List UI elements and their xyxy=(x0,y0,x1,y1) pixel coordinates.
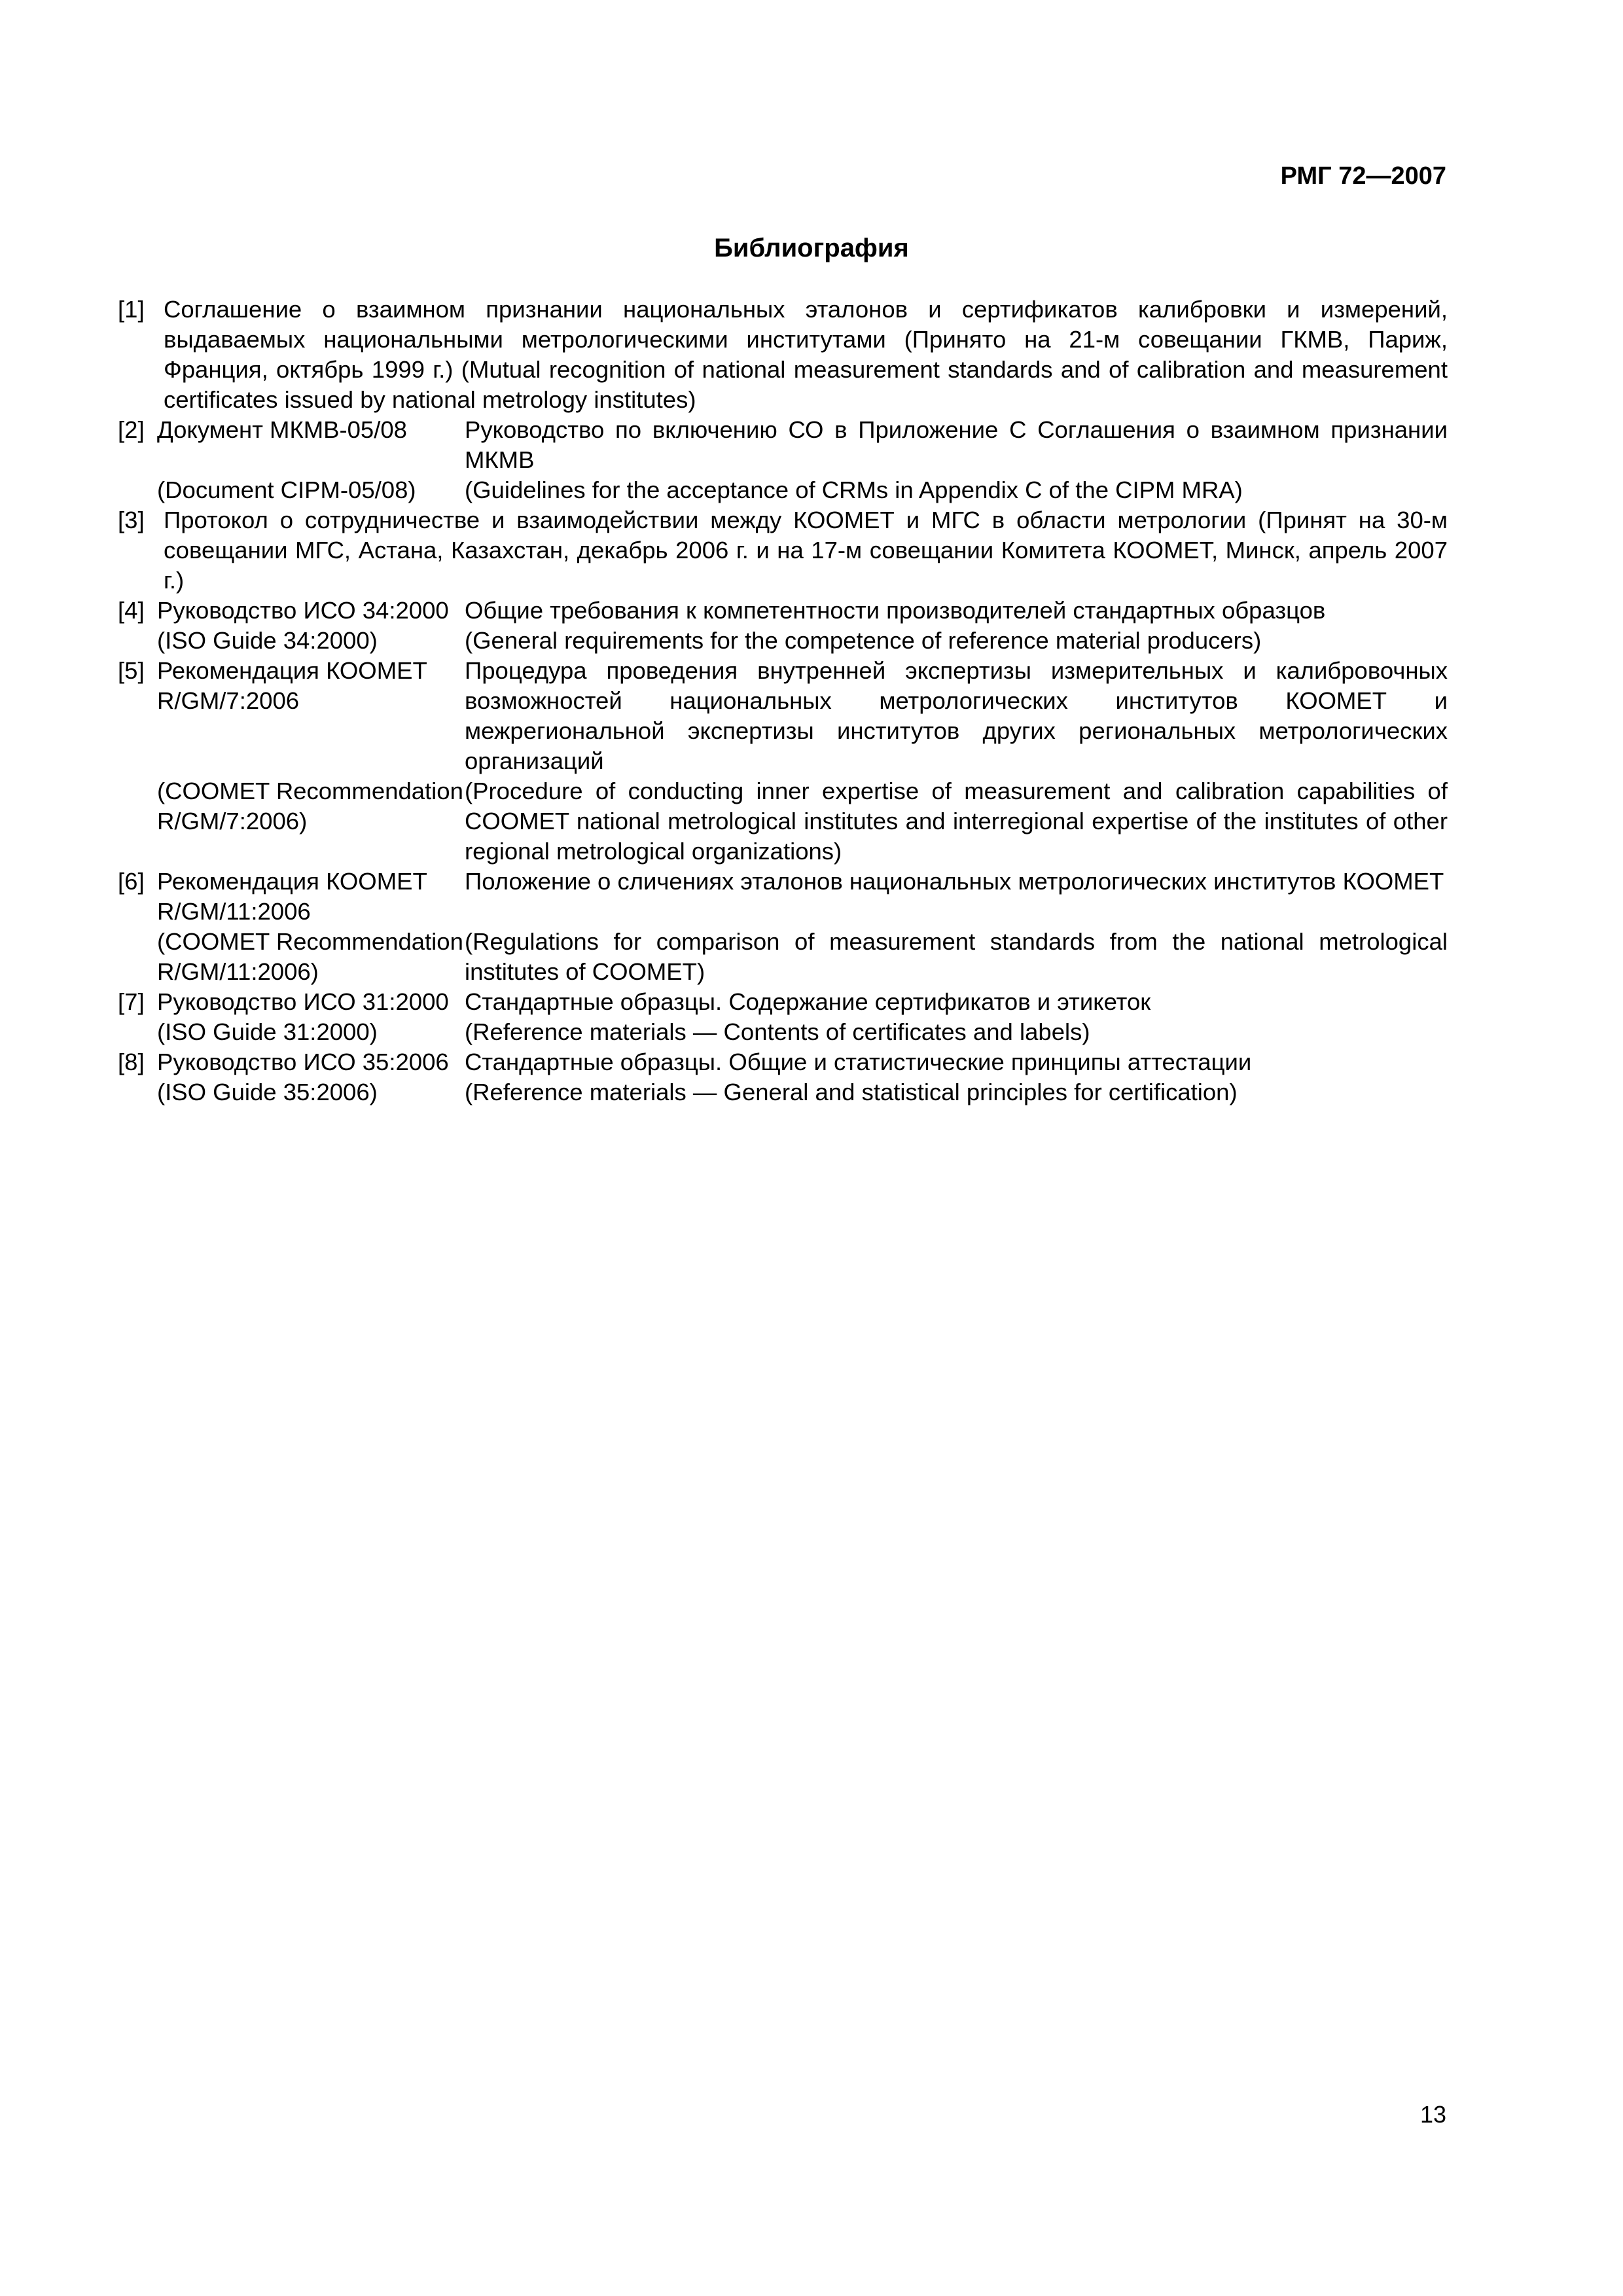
entry-document-title: Стандартные образцы. Содержание сертификатов и этикеток xyxy=(465,988,1151,1015)
bibliography-entry xyxy=(118,505,1448,596)
entry-document-id: Рекомендация КООМЕТ R/GM/7:2006 xyxy=(157,657,427,714)
entry-document-title-en: (Guidelines for the acceptance of CRMs in Appendix C of the CIPM MRA) xyxy=(465,476,1243,503)
entry-document-id: Руководство ИСО 31:2000 xyxy=(157,988,449,1015)
entry-row-ru xyxy=(118,656,1448,776)
entry-text: Протокол о сотрудничестве и взаимодействии между КООМЕТ и МГС в области метрологии (Принят на 30-м совещании МГС, Астана, Казахстан, декабрь 2006 г. и на 17-м совещании Комитета КООМЕТ, Минск, апрель 2007 г.) xyxy=(164,507,1448,594)
entry-row-en xyxy=(118,776,1448,867)
entry-number: [2] xyxy=(118,416,145,443)
entry-document-id: Руководство ИСО 34:2000 xyxy=(157,597,449,624)
bibliography-entry xyxy=(118,1047,1448,1107)
entry-row-ru xyxy=(118,1047,1448,1077)
entry-number: [6] xyxy=(118,868,145,895)
entry-document-title: Общие требования к компетентности производителей стандартных образцов xyxy=(465,597,1326,624)
entry-document-title-en: (Regulations for comparison of measurement standards from the national metrological institutes of COOMET) xyxy=(465,928,1448,985)
entry-row-ru xyxy=(118,987,1448,1017)
entry-document-id-en: (COOMET Recommendation R/GM/7:2006) xyxy=(157,778,463,834)
entry-number: [1] xyxy=(118,296,145,323)
entry-document-title: Стандартные образцы. Общие и статистические принципы аттестации xyxy=(465,1049,1252,1075)
entry-document-title: Положение о сличениях эталонов национальных метрологических институтов КООМЕТ xyxy=(465,868,1444,895)
entry-document-title-en: (Procedure of conducting inner expertise of measurement and calibration capabilities of COOMET national metrological institutes and interregional expertise of the institutes of other regional metrological organizations) xyxy=(465,778,1448,865)
bibliography-entry xyxy=(118,596,1448,656)
entry-document-id-en: (Document CIPM-05/08) xyxy=(157,476,416,503)
entry-number: [5] xyxy=(118,657,145,684)
entry-document-title-en: (Reference materials — General and statistical principles for certification) xyxy=(465,1079,1238,1105)
bibliography-entry xyxy=(118,656,1448,867)
entry-document-id: Рекомендация КООМЕТ R/GM/11:2006 xyxy=(157,868,427,925)
entry-text: Соглашение о взаимном признании национальных эталонов и сертификатов калибровки и измерений, выдаваемых национальными метрологическими институтами (Принято на 21-м совещании ГКМВ, Париж, Франция, октябрь 1999 г.) (Mutual recognition of national measurement standards and of calibration and measurement certificates issued by national metrology institutes) xyxy=(164,296,1448,413)
entry-row-en xyxy=(118,626,1448,656)
entry-document-id-en: (COOMET Recommendation R/GM/11:2006) xyxy=(157,928,463,985)
page-number: 13 xyxy=(1419,2101,1446,2128)
entry-document-title-en: (Reference materials — Contents of certificates and labels) xyxy=(465,1018,1090,1045)
entry-document-title: Процедура проведения внутренней экспертизы измерительных и калибровочных возможностей национальных метрологических институтов КООМЕТ и межрегиональной экспертизы институтов других региональных метрологических организаций xyxy=(465,657,1448,774)
entry-document-title-en: (General requirements for the competence of reference material producers) xyxy=(465,627,1262,654)
page-title: Библиография xyxy=(714,234,909,262)
bibliography-entry xyxy=(118,987,1448,1047)
entry-row-ru xyxy=(118,867,1448,927)
entry-document-id-en: (ISO Guide 35:2006) xyxy=(157,1079,378,1105)
entry-number: [7] xyxy=(118,988,145,1015)
bibliography-entry xyxy=(118,867,1448,987)
entry-number: [3] xyxy=(118,507,145,533)
entry-row-en xyxy=(118,927,1448,987)
entry-number: [4] xyxy=(118,597,145,624)
entry-document-id: Руководство ИСО 35:2006 xyxy=(157,1049,449,1075)
entry-row-ru xyxy=(118,596,1448,626)
entry-row-en xyxy=(118,475,1448,505)
bibliography-entry xyxy=(118,295,1448,415)
entry-row-en xyxy=(118,1077,1448,1107)
entry-document-title: Руководство по включению СО в Приложение С Соглашения о взаимном признании МКМВ xyxy=(465,416,1448,473)
entry-number: [8] xyxy=(118,1049,145,1075)
entry-document-id-en: (ISO Guide 31:2000) xyxy=(157,1018,378,1045)
entry-document-id: Документ МКМВ-05/08 xyxy=(157,416,407,443)
bibliography-entry xyxy=(118,415,1448,505)
entry-row-en xyxy=(118,1017,1448,1047)
bibliography-list xyxy=(118,295,1448,1107)
document-code: РМГ 72—2007 xyxy=(1280,162,1446,190)
entry-row-ru xyxy=(118,415,1448,475)
entry-document-id-en: (ISO Guide 34:2000) xyxy=(157,627,378,654)
